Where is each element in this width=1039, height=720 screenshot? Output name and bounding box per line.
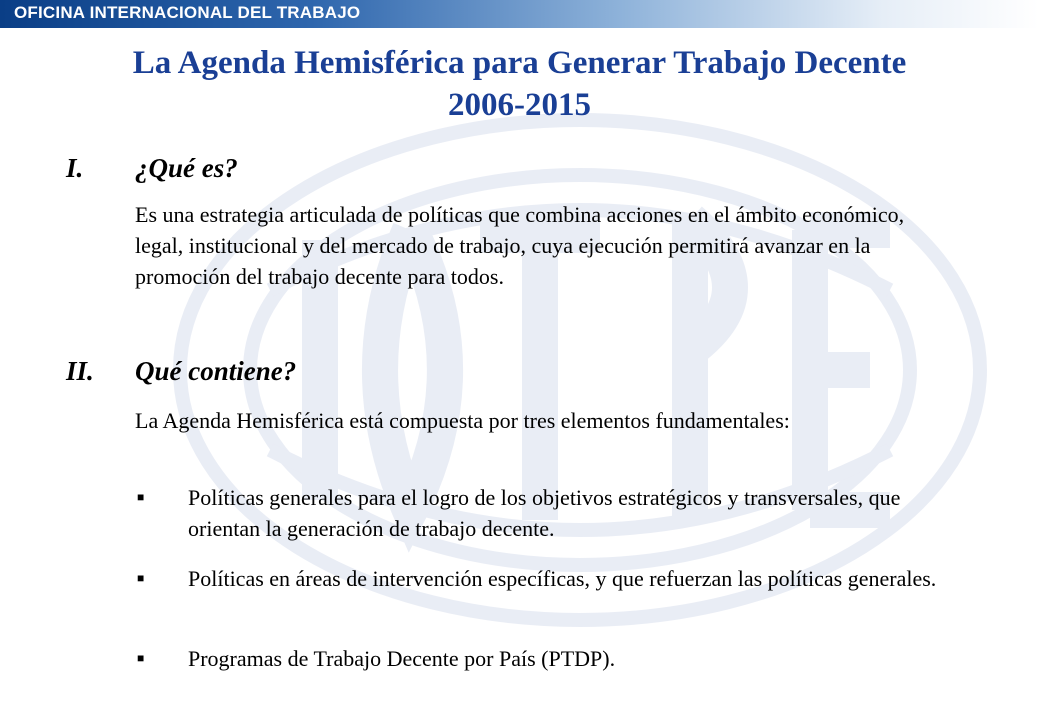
organization-name: OFICINA INTERNACIONAL DEL TRABAJO [14,3,361,22]
bullet-1-square-icon: ■ [137,490,145,504]
bullet-2-square-icon: ■ [137,571,145,585]
section-1-number: I. [66,153,84,183]
bullet-3-square-icon: ■ [137,651,145,665]
section-1-heading: ¿Qué es? [135,153,238,183]
section-2-number: II. [66,356,94,386]
bullet-2-text: Políticas en áreas de intervención específicas, y que refuerzan las políticas generales. [188,566,937,591]
section-2-text: La Agenda Hemisférica está compuesta por tres elementos fundamentales: [135,408,790,433]
header-bar [0,0,1039,28]
bullet-1-text: Políticas generales para el logro de los objetivos estratégicos y transversales, que orientan la generación de trabajo decente. [188,485,901,541]
section-1-text: Es una estrategia articulada de políticas que combina acciones en el ámbito económico, legal, institucional y del mercado de trabajo, cuya ejecución permitirá avanzar en la promoción del trabajo decente para todos. [135,202,905,289]
title-line-1: La Agenda Hemisférica para Generar Trabajo Decente [132,45,907,81]
title-line-2: 2006-2015 [448,87,591,123]
bullet-3-text: Programas de Trabajo Decente por País (PTDP). [188,646,616,671]
page-title [0,42,1039,126]
section-2-heading: Qué contiene? [135,356,297,386]
